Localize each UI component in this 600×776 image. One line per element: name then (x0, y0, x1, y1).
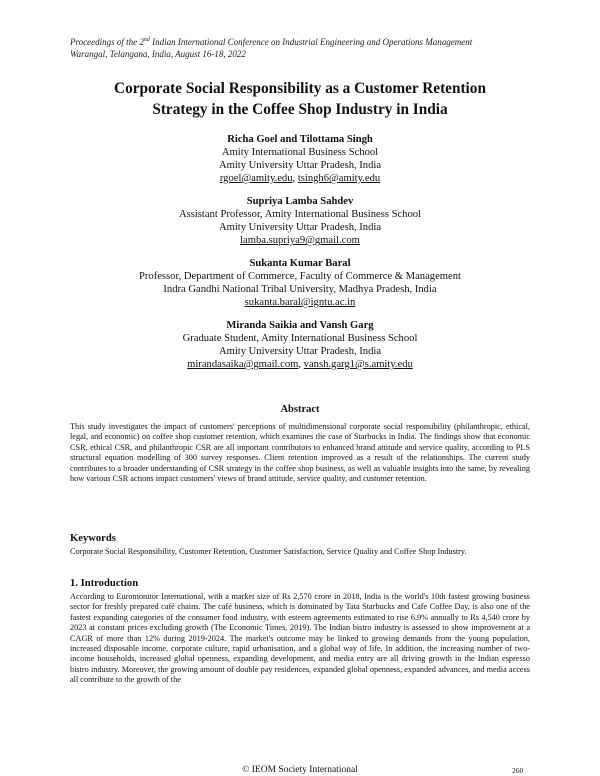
affiliation-line: Amity University Uttar Pradesh, India (218, 222, 382, 233)
author-names: Supriya Lamba Sahdev (246, 196, 354, 207)
author-block-4 (40, 319, 560, 371)
running-header (70, 35, 540, 60)
header-line-2: Warangal, Telangana, India, August 16-18, 2022 (70, 48, 246, 59)
affiliation-line: Amity International Business School (221, 147, 379, 158)
introduction-body: According to Euromonitor International, with a market size of Rs 2,570 crore in 2018, India is the world's 10th fastest growing business sector for freshly prepared café chains. The café business, which is dominated by Tata Starbucks and Cafe Coffee Day, is also one of the fastest expanding categories of the consumer food industry, with esteem agreements estimated to rise 6.9% annually to Rs 4,540 crore by 2023 at constant prices excluding growth (The Economic Times, 2019). The Indian bistro industry is assessed to show improvement at a CAGR of more than 12% during 2019-2024. The market's outcome may be linked to growing demands from the young population, increased disposable income, corporate culture, rapid urbanisation, and a global way of life. In addition, the increasing number of two-income households, increased global openness, expanding development, and media entry are all driving growth in the Indian espresso bistro industry. Moreover, the growing amount of double pay residences, expanded global openness, expanded advances, and media access all contribute to the growth of the (70, 592, 530, 685)
email-link[interactable]: tsingh6@amity.edu (297, 173, 381, 184)
author-block-3 (40, 257, 560, 309)
affiliation-line: Professor, Department of Commerce, Faculty of Commerce & Management (138, 271, 461, 282)
affiliation-line: Amity University Uttar Pradesh, India (218, 346, 382, 357)
author-emails: rgoel@amity.edu, tsingh6@amity.edu (219, 173, 381, 184)
author-emails (40, 296, 560, 309)
page-number: 260 (512, 766, 524, 775)
affiliation-line: Graduate Student, Amity International Business School (182, 333, 418, 344)
email-link[interactable]: mirandasaika@gmail.com (187, 359, 299, 370)
abstract-heading: Abstract (280, 404, 320, 415)
paper-title (40, 78, 560, 120)
introduction-heading: 1. Introduction (70, 578, 139, 589)
affiliation-line: Amity University Uttar Pradesh, India (218, 160, 382, 171)
author-names: Richa Goel and Tilottama Singh (227, 134, 373, 145)
email-link[interactable]: sukanta.baral@igntu.ac.in (244, 297, 356, 308)
affiliation-line: Indra Gandhi National Tribal University, Madhya Pradesh, India (163, 284, 437, 295)
affiliation-line: Assistant Professor, Amity International Business School (178, 209, 422, 220)
author-names: Sukanta Kumar Baral (249, 258, 351, 269)
author-list (40, 133, 560, 381)
header-superscript: nd (143, 37, 150, 43)
email-link[interactable]: rgoel@amity.edu (219, 173, 293, 184)
author-names: Miranda Saikia and Vansh Garg (226, 320, 374, 331)
author-emails: mirandasaika@gmail.com, vansh.garg1@s.amity.edu (187, 359, 413, 370)
footer-copyright: © IEOM Society International (242, 765, 358, 775)
author-block-1 (40, 133, 560, 185)
email-link[interactable]: vansh.garg1@s.amity.edu (303, 359, 413, 370)
author-block-2 (40, 195, 560, 247)
header-line-1: Proceedings of the 2nd Indian International Conference on Industrial Engineering and Operations Management (70, 37, 473, 47)
email-link[interactable]: lamba.supriya9@gmail.com (240, 235, 360, 246)
keywords-heading: Keywords (70, 533, 116, 544)
author-emails (40, 234, 560, 247)
abstract-body: This study investigates the impact of customers' perceptions of multidimensional corporate social responsibility (philanthropic, ethical, legal, and economic) on coffee shop customer retention, which examines the case of Starbucks in India. The findings show that economic CSR, ethical CSR, and philanthropic CSR are all important contributors to enhanced brand attitude and service quality, according to PLS structural equation modelling of 300 survey responses. Client retention improved as a result of the relationships. The current study contributes to a broader understanding of CSR strategy in the coffee shop business, as well as valuable insights into the same, by revealing how various CSR actions impact customers' views of brand attitude, service quality, and customer retention. (70, 422, 530, 484)
title-line-2: Strategy in the Coffee Shop Industry in India (152, 101, 448, 118)
title-line-1: Corporate Social Responsibility as a Customer Retention (114, 80, 486, 97)
keywords-body: Corporate Social Responsibility, Customer Retention, Customer Satisfaction, Service Quality and Coffee Shop Industry. (70, 547, 467, 556)
